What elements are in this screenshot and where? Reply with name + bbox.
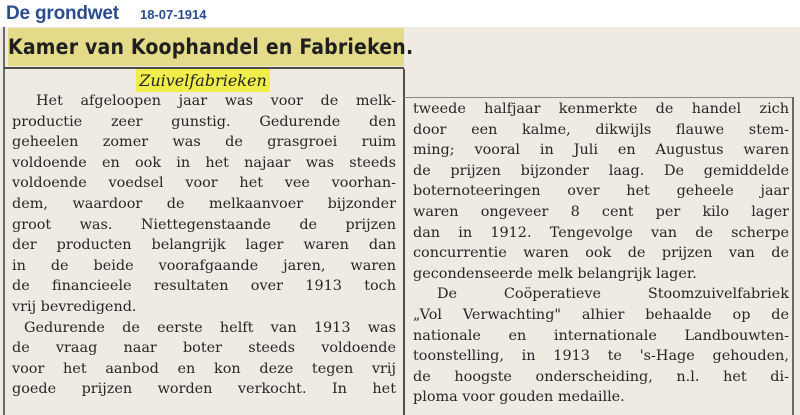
text-line: geheelen zomer was de grasgroei ruim xyxy=(12,134,396,151)
clipping-top-right-edge xyxy=(404,97,794,98)
text-line: de hoogste onderscheiding, n.l. het di- xyxy=(413,368,789,385)
text-line: tweede halfjaar kenmerkte de handel zich xyxy=(413,101,789,117)
text-line: voldoende voedsel voor het vee voorhan- xyxy=(12,175,396,192)
text-line: de vraag naar boter steeds voldoende xyxy=(12,340,396,357)
text-line: concurrentie waren ook de prijzen van de xyxy=(413,245,789,262)
publication-date: 18-07-1914 xyxy=(140,7,207,22)
article-title: Kamer van Koophandel en Fabrieken. xyxy=(8,35,414,59)
text-line: toonstelling, in 1913 te 's-Hage gehouden, xyxy=(413,348,789,365)
text-line: de prijzen bijzonder laag. De gemiddelde xyxy=(413,162,789,179)
text-line: „Vol Verwachting" alhier behaalde op de xyxy=(413,306,789,323)
clipping-right-edge xyxy=(792,97,794,415)
left-column xyxy=(12,91,396,400)
text-line: nationale en internationale Landbouwten- xyxy=(413,327,789,344)
text-line: goede prijzen worden verkocht. In het xyxy=(12,381,396,398)
text-line: vrij bevredigend. xyxy=(12,298,137,315)
newspaper-clipping xyxy=(0,27,800,415)
text-line: voldoende en ook in het najaar was steeds xyxy=(12,154,396,171)
text-line: Gedurende de eerste helft van 1913 was xyxy=(24,319,396,336)
text-line: dan in 1912. Tengevolge van de scherpe xyxy=(413,224,789,241)
text-line: door een kalme, dikwijls flauwe stem- xyxy=(413,121,789,138)
text-line: ming; vooral in Juli en Augustus waren xyxy=(413,142,789,159)
text-line: De Coöperatieve Stoomzuivelfabriek xyxy=(437,286,789,303)
text-line: productie zeer gunstig. Gedurende den xyxy=(12,113,396,130)
column-divider xyxy=(403,69,405,415)
newspaper-name[interactable]: De grondwet xyxy=(6,3,119,24)
text-line: der producten belangrijk lager waren dan xyxy=(12,237,396,254)
text-line: voor het aanbod en kon deze tegen vrij xyxy=(12,360,396,377)
text-line: in de beide voorafgaande jaren, waren xyxy=(12,257,396,274)
page-header xyxy=(0,0,800,28)
text-line: groot was. Niettegenstaande de prijzen xyxy=(12,216,396,233)
clipping-left-edge xyxy=(3,27,5,415)
text-line: gecondenseerde melk belangrijk lager. xyxy=(413,265,697,282)
text-line: waren ongeveer 8 cent per kilo lager xyxy=(413,203,789,220)
text-line: boternoteeringen over het geheele jaar xyxy=(413,183,789,200)
article-subtitle: Zuivelfabrieken xyxy=(139,71,267,90)
text-line: ploma voor gouden medaille. xyxy=(413,389,625,406)
text-line: Het afgeloopen jaar was voor de melk- xyxy=(36,93,396,109)
text-line: dem, waardoor de melkaanvoer bijzonder xyxy=(12,195,396,212)
right-column xyxy=(413,99,789,408)
text-line: de financieele resultaten over 1913 toch xyxy=(12,278,396,295)
